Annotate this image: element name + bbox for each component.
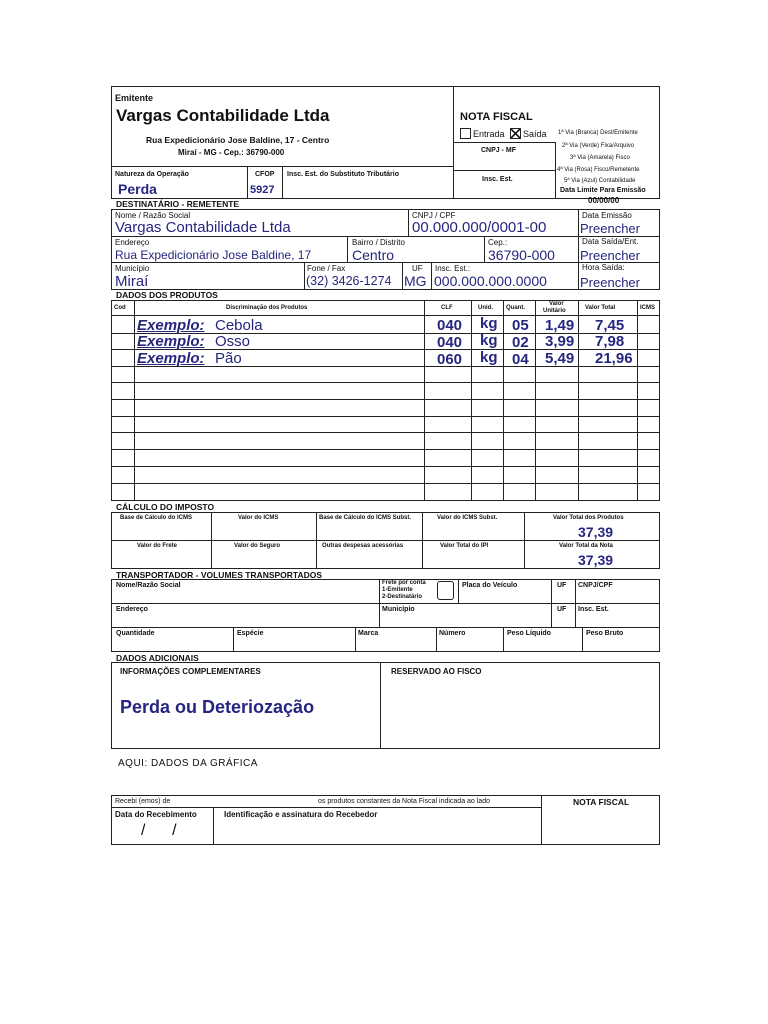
product-total: 7,98 — [595, 333, 625, 350]
product-unid: kg — [480, 332, 498, 349]
hdr-quant: Quant. — [506, 305, 525, 311]
dest-hora-saida-label: Hora Saída: — [582, 263, 625, 272]
insc-subst-label: Insc. Est. do Substituto Tributário — [287, 171, 400, 178]
dest-data-emissao-label: Data Emissão — [582, 211, 632, 220]
dest-endereco-label: Endereço — [115, 238, 150, 247]
transp-uf2-label: UF — [557, 606, 567, 613]
data-limite-label: Data Limite Para Emissão — [560, 187, 646, 194]
product-name: Pão — [215, 350, 242, 367]
dest-cep-label: Cep.: — [488, 238, 508, 247]
emitente-cidade: Miraí - MG - Cep.: 36790-000 — [178, 148, 285, 157]
valor-ipi-label: Valor Total do IPI — [440, 543, 489, 549]
transp-v-placa — [458, 579, 459, 603]
product-total: 21,96 — [595, 350, 633, 367]
entrada-checkbox[interactable] — [460, 128, 471, 139]
imposto-row — [111, 540, 660, 541]
reservado-fisco-label: RESERVADO AO FISCO — [391, 667, 482, 676]
col-unid — [503, 300, 504, 501]
natureza-label: Natureza da Operação — [115, 171, 189, 178]
col-cod — [134, 300, 135, 501]
imposto-v4 — [524, 512, 525, 569]
natureza-value: Perda — [118, 181, 157, 197]
transp-nome-label: Nome/Razão Social — [116, 582, 181, 589]
cfop-label: CFOP — [255, 171, 275, 178]
product-example-prefix: Exemplo: — [137, 350, 205, 367]
canhoto-v1 — [541, 795, 542, 845]
dest-cnpj-value: 00.000.000/0001-00 — [412, 219, 547, 236]
valor-seguro-label: Valor do Seguro — [234, 543, 281, 549]
dest-municipio-value: Miraí — [115, 273, 149, 290]
dest-nome-label: Nome / Razão Social — [115, 211, 191, 220]
info-complementares-value: Perda ou Deteriozação — [120, 697, 315, 717]
saida-label: Saída — [523, 129, 547, 139]
product-clf: 040 — [437, 317, 463, 334]
transp-v-marca — [355, 627, 356, 652]
dest-cnpj-label: CNPJ / CPF — [412, 211, 456, 220]
canhoto-data-recebimento: Data do Recebimento — [115, 810, 197, 819]
product-unit: 5,49 — [545, 350, 575, 367]
product-total: 7,45 — [595, 317, 625, 334]
hdr-valor-total: Valor Total — [585, 305, 616, 311]
data-limite-value: 00/00/00 — [588, 196, 620, 205]
info-complementares-label: INFORMAÇÕES COMPLEMENTARES — [120, 667, 261, 676]
dest-hora-saida-value: Preencher — [580, 275, 640, 290]
valor-frete-label: Valor do Frete — [137, 543, 178, 549]
transp-placa-label: Placa do Veículo — [462, 582, 518, 589]
canhoto-produtos: os produtos constantes da Nota Fiscal indicada ao lado — [318, 798, 490, 805]
valor-total-nota-label: Valor Total da Nota — [559, 543, 613, 549]
emitente-nome: Vargas Contabilidade Ltda — [116, 106, 330, 125]
dest-data-saida-value: Preencher — [580, 248, 640, 263]
transp-especie-label: Espécie — [237, 630, 264, 637]
dest-cep-value: 36790-000 — [488, 247, 555, 263]
via-5: 5ª Via (Azul) Contabilidade — [564, 178, 636, 184]
dest-v-fone — [304, 262, 305, 290]
produtos-section: DADOS DOS PRODUTOS — [116, 290, 218, 300]
transp-numero-label: Número — [439, 630, 466, 637]
canhoto-v2 — [213, 807, 214, 845]
grafica-text: AQUI: DADOS DA GRÁFICA — [118, 758, 258, 769]
dest-fone-label: Fone / Fax — [307, 264, 346, 273]
dest-v-bairro — [347, 236, 348, 262]
transp-insc-label: Insc. Est. — [578, 606, 609, 613]
dest-uf-value: MG — [404, 273, 427, 289]
dest-data-emissao-value: Preencher — [580, 221, 640, 236]
dest-municipio-label: Município — [115, 264, 150, 273]
hdr-icms: ICMS — [640, 305, 655, 311]
transp-frete-3: 2-Destinatário — [382, 594, 423, 600]
dest-v-cep — [484, 236, 485, 262]
dest-bairro-value: Centro — [352, 247, 395, 263]
hdr-cod: Cod — [114, 305, 126, 311]
product-unit: 1,49 — [545, 317, 575, 334]
dest-nome-value: Vargas Contabilidade Ltda — [115, 219, 291, 236]
hdr-clf: CLF — [441, 305, 453, 311]
via-3: 3ª Via (Amarela) Fisco — [570, 155, 630, 161]
product-unid: kg — [480, 349, 498, 366]
nf-insc-top — [453, 170, 555, 171]
hdr-valor-unit-1: Valor — [549, 301, 564, 307]
product-quant: 04 — [512, 351, 529, 368]
canhoto-recebi: Recebi (emos) de — [115, 798, 171, 805]
imposto-section: CÁLCULO DO IMPOSTO — [116, 502, 215, 512]
product-example-prefix: Exemplo: — [137, 317, 205, 334]
product-quant: 05 — [512, 317, 529, 334]
transp-frete-1: Frete por conta — [382, 580, 426, 586]
canhoto-row — [111, 807, 541, 808]
transp-frete-2: 1-Emitente — [382, 587, 413, 593]
checkmark-x-icon — [511, 129, 520, 138]
transp-v-especie — [233, 627, 234, 652]
cfop-divider — [282, 166, 283, 199]
canhoto-nota-fiscal: NOTA FISCAL — [573, 797, 630, 807]
via-1: 1ª Via (Branca) Dest/Emitente — [558, 130, 638, 136]
adicionais-divider — [380, 662, 381, 749]
transp-peso-liquido-label: Peso Líquido — [507, 630, 551, 637]
header-divider-2 — [555, 142, 556, 199]
transp-peso-bruto-label: Peso Bruto — [586, 630, 624, 637]
via-4: 4ª Via (Rosa) Fisco/Remetente — [557, 167, 640, 173]
entrada-label: Entrada — [473, 129, 505, 139]
product-clf: 040 — [437, 334, 463, 351]
imposto-v1 — [211, 512, 212, 569]
imposto-v3 — [422, 512, 423, 569]
col-quant — [535, 300, 536, 501]
nf-cnpj-top — [453, 142, 555, 143]
canhoto-identificacao: Identificação e assinatura do Recebedor — [224, 810, 378, 819]
product-clf: 060 — [437, 351, 463, 368]
via-2: 2ª Via (Verde) Fixa/Arquivo — [562, 143, 635, 149]
col-unit — [578, 300, 579, 501]
product-example-prefix: Exemplo: — [137, 333, 205, 350]
valor-total-nota-value: 37,39 — [578, 552, 614, 568]
outras-despesas-label: Outras despesas acessórias — [322, 543, 404, 549]
product-name: Cebola — [215, 317, 263, 334]
frete-checkbox[interactable] — [437, 581, 454, 600]
hdr-valor-unit-2: Unitário — [543, 308, 566, 314]
canhoto-data-slashes: / / — [141, 822, 177, 839]
hdr-disc: Discriminação dos Produtos — [226, 305, 308, 311]
transp-v-uf — [551, 579, 552, 627]
dest-v-uf — [402, 262, 403, 290]
valor-total-produtos-value: 37,39 — [578, 524, 614, 540]
dest-v-insc — [431, 262, 432, 290]
product-unid: kg — [480, 315, 498, 332]
transp-v-cnpj — [575, 579, 576, 627]
transportador-section: TRANSPORTADOR - VOLUMES TRANSPORTADOS — [116, 570, 323, 580]
transp-v-peso-bruto — [582, 627, 583, 652]
product-quant: 02 — [512, 334, 529, 351]
valor-icms-label: Valor do ICMS — [238, 515, 279, 521]
dest-insc-label: Insc. Est.: — [435, 264, 471, 273]
natureza-divider — [247, 166, 248, 199]
transp-endereco-label: Endereço — [116, 606, 148, 613]
emitente-label: Emitente — [115, 93, 154, 103]
cnpj-mf-label: CNPJ - MF — [481, 147, 516, 154]
transp-cnpj-label: CNPJ/CPF — [578, 582, 613, 589]
col-total — [637, 300, 638, 501]
dest-endereco-value: Rua Expedicionário Jose Baldine, 17 — [115, 248, 312, 262]
dest-v-date1 — [578, 209, 579, 290]
nota-fiscal-title: NOTA FISCAL — [460, 111, 533, 123]
col-disc — [424, 300, 425, 501]
destinatario-section: DESTINATÁRIO - REMETENTE — [116, 199, 240, 209]
transp-v-peso-liq — [503, 627, 504, 652]
transp-row-2 — [111, 627, 660, 628]
product-name: Osso — [215, 333, 251, 350]
base-icms-label: Base de Cálculo do ICMS — [120, 515, 193, 521]
transp-uf-label: UF — [557, 582, 567, 589]
transp-row-1 — [111, 603, 660, 604]
transp-municipio-label: Município — [382, 606, 415, 613]
insc-est-label: Insc. Est. — [482, 176, 513, 183]
dest-fone-value: (32) 3426-1274 — [306, 274, 392, 288]
base-icms-subst-label: Base de Cálculo do ICMS Subst. — [319, 515, 412, 521]
dest-v-cnpj — [408, 209, 409, 236]
adicionais-section: DADOS ADICIONAIS — [116, 653, 199, 663]
emitente-endereco: Rua Expedicionário Jose Baldine, 17 - Centro — [146, 135, 330, 145]
dest-insc-value: 000.000.000.0000 — [434, 273, 547, 289]
dest-uf-label: UF — [412, 264, 423, 273]
imposto-v2 — [316, 512, 317, 569]
cfop-value: 5927 — [250, 184, 275, 196]
product-unit: 3,99 — [545, 333, 575, 350]
transp-quantidade-label: Quantidade — [116, 630, 155, 637]
valor-total-produtos-label: Valor Total dos Produtos — [553, 515, 624, 521]
dest-data-saida-label: Data Saída/Ent. — [582, 237, 639, 246]
saida-checkbox[interactable] — [510, 128, 521, 139]
valor-icms-subst-label: Valor do ICMS Subst. — [437, 515, 498, 521]
dest-bairro-label: Bairro / Distrito — [352, 238, 405, 247]
hdr-unid: Unid. — [478, 305, 493, 311]
col-clf — [471, 300, 472, 501]
transp-v-frete — [379, 579, 380, 627]
transp-v-numero — [436, 627, 437, 652]
transp-marca-label: Marca — [358, 630, 379, 637]
